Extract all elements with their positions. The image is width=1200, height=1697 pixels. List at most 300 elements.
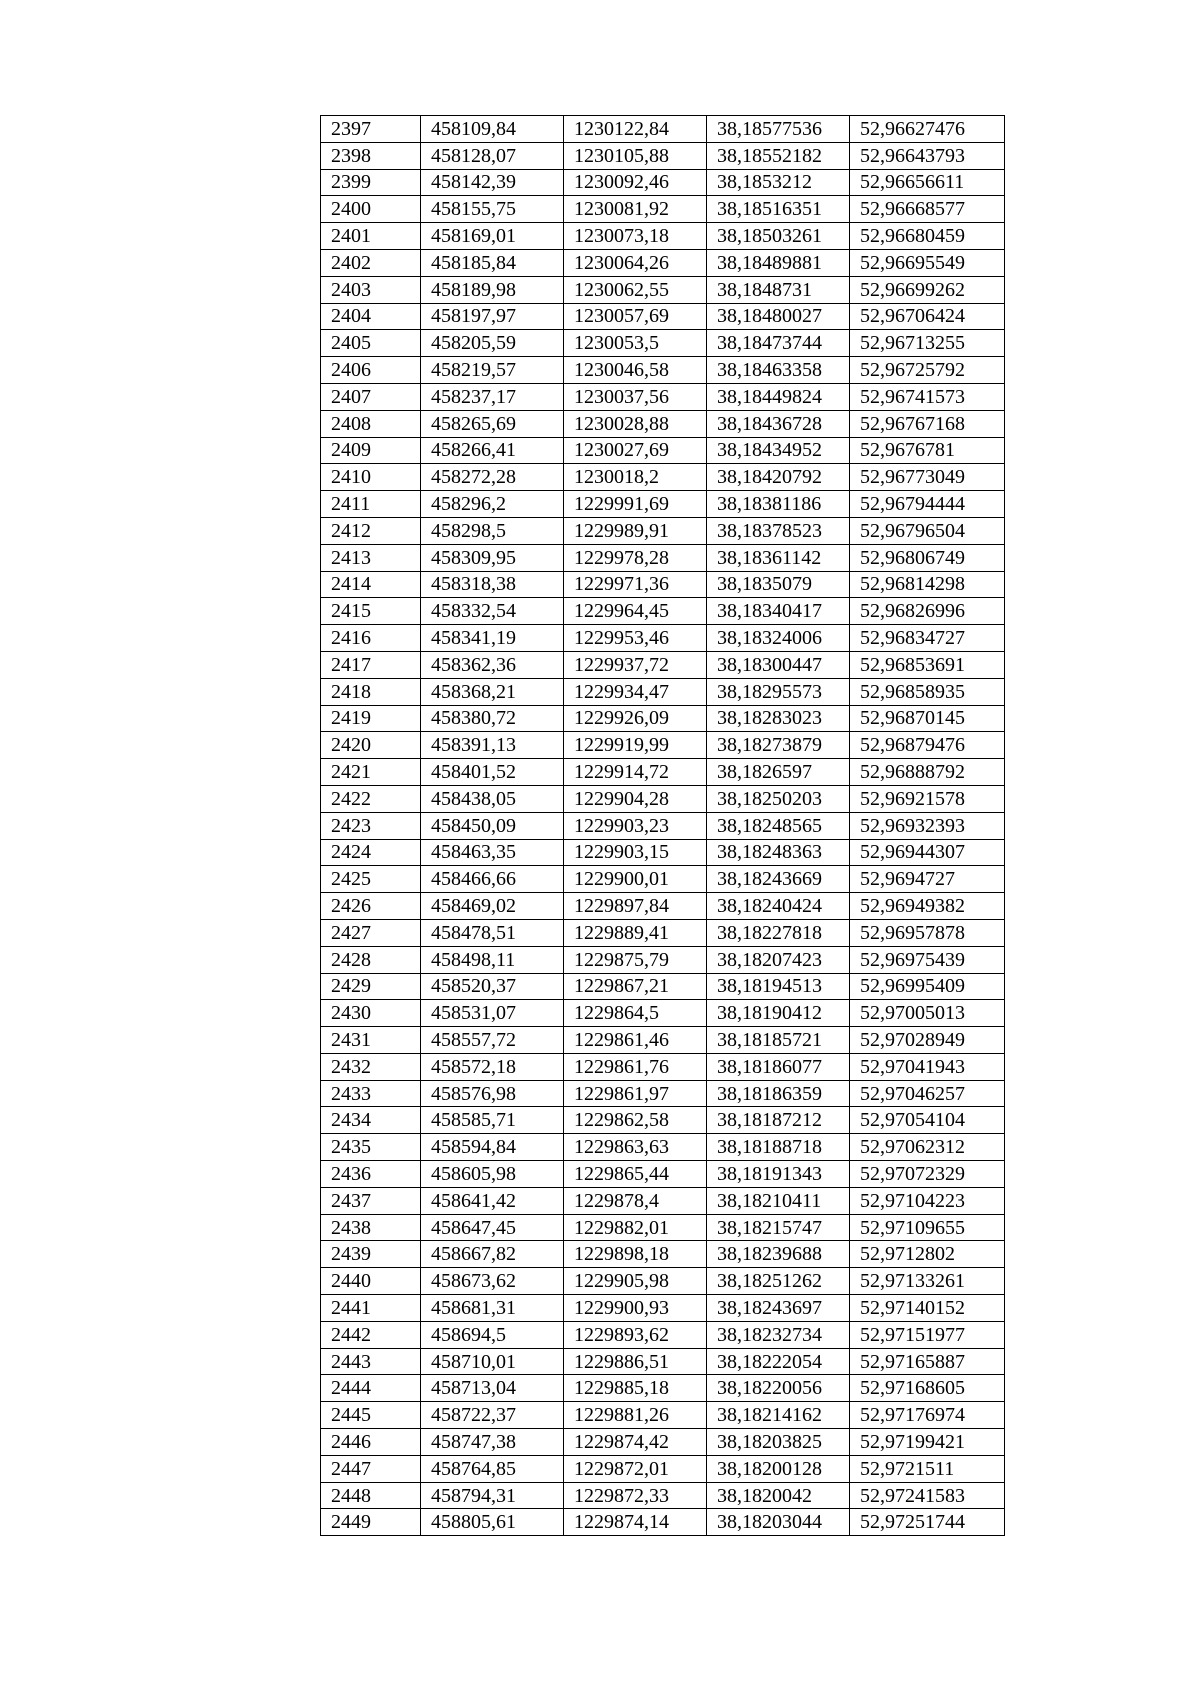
table-row [321, 437, 1005, 464]
point-number-cell: 2409 [321, 437, 421, 464]
latitude-cell: 38,18295573 [707, 678, 850, 705]
point-number-cell: 2410 [321, 464, 421, 491]
table-row [321, 812, 1005, 839]
coordinates-table-body [321, 116, 1005, 1536]
table-row [321, 1321, 1005, 1348]
table-row [321, 839, 1005, 866]
latitude-cell: 38,18239688 [707, 1241, 850, 1268]
longitude-cell: 52,96656611 [850, 169, 1005, 196]
latitude-cell: 38,18251262 [707, 1268, 850, 1295]
x-coordinate-cell: 458478,51 [421, 919, 564, 946]
longitude-cell: 52,9721511 [850, 1455, 1005, 1482]
longitude-cell: 52,96814298 [850, 571, 1005, 598]
longitude-cell: 52,96949382 [850, 893, 1005, 920]
point-number-cell: 2402 [321, 249, 421, 276]
latitude-cell: 38,18227818 [707, 919, 850, 946]
point-number-cell: 2444 [321, 1375, 421, 1402]
x-coordinate-cell: 458710,01 [421, 1348, 564, 1375]
table-row [321, 598, 1005, 625]
y-coordinate-cell: 1229867,21 [564, 973, 707, 1000]
y-coordinate-cell: 1229885,18 [564, 1375, 707, 1402]
x-coordinate-cell: 458401,52 [421, 759, 564, 786]
table-row [321, 330, 1005, 357]
longitude-cell: 52,96858935 [850, 678, 1005, 705]
x-coordinate-cell: 458368,21 [421, 678, 564, 705]
longitude-cell: 52,96921578 [850, 785, 1005, 812]
latitude-cell: 38,18340417 [707, 598, 850, 625]
y-coordinate-cell: 1229953,46 [564, 625, 707, 652]
latitude-cell: 38,18243669 [707, 866, 850, 893]
y-coordinate-cell: 1229900,93 [564, 1295, 707, 1322]
point-number-cell: 2424 [321, 839, 421, 866]
x-coordinate-cell: 458265,69 [421, 410, 564, 437]
point-number-cell: 2415 [321, 598, 421, 625]
latitude-cell: 38,18214162 [707, 1402, 850, 1429]
longitude-cell: 52,96706424 [850, 303, 1005, 330]
point-number-cell: 2431 [321, 1027, 421, 1054]
latitude-cell: 38,18378523 [707, 517, 850, 544]
latitude-cell: 38,1826597 [707, 759, 850, 786]
point-number-cell: 2448 [321, 1482, 421, 1509]
table-row [321, 276, 1005, 303]
longitude-cell: 52,97072329 [850, 1161, 1005, 1188]
table-row [321, 625, 1005, 652]
latitude-cell: 38,18220056 [707, 1375, 850, 1402]
x-coordinate-cell: 458805,61 [421, 1509, 564, 1536]
point-number-cell: 2417 [321, 651, 421, 678]
latitude-cell: 38,18300447 [707, 651, 850, 678]
coordinates-table [320, 115, 1005, 1536]
point-number-cell: 2439 [321, 1241, 421, 1268]
table-row [321, 517, 1005, 544]
point-number-cell: 2416 [321, 625, 421, 652]
table-row [321, 1134, 1005, 1161]
latitude-cell: 38,18215747 [707, 1214, 850, 1241]
latitude-cell: 38,18436728 [707, 410, 850, 437]
table-row [321, 142, 1005, 169]
y-coordinate-cell: 1229874,14 [564, 1509, 707, 1536]
table-row [321, 357, 1005, 384]
y-coordinate-cell: 1229964,45 [564, 598, 707, 625]
table-row [321, 705, 1005, 732]
point-number-cell: 2443 [321, 1348, 421, 1375]
longitude-cell: 52,96668577 [850, 196, 1005, 223]
latitude-cell: 38,18203044 [707, 1509, 850, 1536]
table-row [321, 1107, 1005, 1134]
y-coordinate-cell: 1230062,55 [564, 276, 707, 303]
table-row [321, 1187, 1005, 1214]
longitude-cell: 52,96995409 [850, 973, 1005, 1000]
latitude-cell: 38,18361142 [707, 544, 850, 571]
y-coordinate-cell: 1229903,15 [564, 839, 707, 866]
latitude-cell: 38,18185721 [707, 1027, 850, 1054]
latitude-cell: 38,18232734 [707, 1321, 850, 1348]
y-coordinate-cell: 1229978,28 [564, 544, 707, 571]
longitude-cell: 52,97104223 [850, 1187, 1005, 1214]
x-coordinate-cell: 458673,62 [421, 1268, 564, 1295]
table-row [321, 732, 1005, 759]
y-coordinate-cell: 1229934,47 [564, 678, 707, 705]
y-coordinate-cell: 1229872,01 [564, 1455, 707, 1482]
latitude-cell: 38,1848731 [707, 276, 850, 303]
longitude-cell: 52,9676781 [850, 437, 1005, 464]
longitude-cell: 52,97241583 [850, 1482, 1005, 1509]
y-coordinate-cell: 1229989,91 [564, 517, 707, 544]
point-number-cell: 2437 [321, 1187, 421, 1214]
point-number-cell: 2411 [321, 491, 421, 518]
latitude-cell: 38,18186077 [707, 1053, 850, 1080]
y-coordinate-cell: 1229926,09 [564, 705, 707, 732]
longitude-cell: 52,96643793 [850, 142, 1005, 169]
table-row [321, 196, 1005, 223]
table-row [321, 491, 1005, 518]
table-row [321, 1348, 1005, 1375]
x-coordinate-cell: 458155,75 [421, 196, 564, 223]
point-number-cell: 2429 [321, 973, 421, 1000]
point-number-cell: 2421 [321, 759, 421, 786]
x-coordinate-cell: 458498,11 [421, 946, 564, 973]
latitude-cell: 38,1820042 [707, 1482, 850, 1509]
x-coordinate-cell: 458466,66 [421, 866, 564, 893]
longitude-cell: 52,96741573 [850, 383, 1005, 410]
y-coordinate-cell: 1229865,44 [564, 1161, 707, 1188]
table-row [321, 410, 1005, 437]
y-coordinate-cell: 1229919,99 [564, 732, 707, 759]
point-number-cell: 2401 [321, 223, 421, 250]
point-number-cell: 2442 [321, 1321, 421, 1348]
latitude-cell: 38,18273879 [707, 732, 850, 759]
point-number-cell: 2420 [321, 732, 421, 759]
x-coordinate-cell: 458341,19 [421, 625, 564, 652]
longitude-cell: 52,97062312 [850, 1134, 1005, 1161]
x-coordinate-cell: 458694,5 [421, 1321, 564, 1348]
latitude-cell: 38,18248363 [707, 839, 850, 866]
x-coordinate-cell: 458266,41 [421, 437, 564, 464]
x-coordinate-cell: 458641,42 [421, 1187, 564, 1214]
y-coordinate-cell: 1229905,98 [564, 1268, 707, 1295]
latitude-cell: 38,18577536 [707, 116, 850, 143]
longitude-cell: 52,97199421 [850, 1429, 1005, 1456]
longitude-cell: 52,96794444 [850, 491, 1005, 518]
y-coordinate-cell: 1229897,84 [564, 893, 707, 920]
latitude-cell: 38,18480027 [707, 303, 850, 330]
y-coordinate-cell: 1229863,63 [564, 1134, 707, 1161]
x-coordinate-cell: 458185,84 [421, 249, 564, 276]
latitude-cell: 38,18190412 [707, 1000, 850, 1027]
point-number-cell: 2433 [321, 1080, 421, 1107]
point-number-cell: 2398 [321, 142, 421, 169]
table-row [321, 464, 1005, 491]
y-coordinate-cell: 1229874,42 [564, 1429, 707, 1456]
point-number-cell: 2428 [321, 946, 421, 973]
longitude-cell: 52,96888792 [850, 759, 1005, 786]
point-number-cell: 2445 [321, 1402, 421, 1429]
y-coordinate-cell: 1229886,51 [564, 1348, 707, 1375]
longitude-cell: 52,96699262 [850, 276, 1005, 303]
point-number-cell: 2400 [321, 196, 421, 223]
table-row [321, 116, 1005, 143]
latitude-cell: 38,1835079 [707, 571, 850, 598]
x-coordinate-cell: 458298,5 [421, 517, 564, 544]
table-row [321, 1214, 1005, 1241]
y-coordinate-cell: 1230122,84 [564, 116, 707, 143]
table-row [321, 169, 1005, 196]
table-row [321, 759, 1005, 786]
point-number-cell: 2430 [321, 1000, 421, 1027]
latitude-cell: 38,18188718 [707, 1134, 850, 1161]
y-coordinate-cell: 1229862,58 [564, 1107, 707, 1134]
x-coordinate-cell: 458309,95 [421, 544, 564, 571]
point-number-cell: 2446 [321, 1429, 421, 1456]
x-coordinate-cell: 458713,04 [421, 1375, 564, 1402]
point-number-cell: 2447 [321, 1455, 421, 1482]
latitude-cell: 38,18243697 [707, 1295, 850, 1322]
y-coordinate-cell: 1230037,56 [564, 383, 707, 410]
x-coordinate-cell: 458142,39 [421, 169, 564, 196]
x-coordinate-cell: 458219,57 [421, 357, 564, 384]
point-number-cell: 2412 [321, 517, 421, 544]
table-row [321, 1509, 1005, 1536]
latitude-cell: 38,18503261 [707, 223, 850, 250]
point-number-cell: 2441 [321, 1295, 421, 1322]
x-coordinate-cell: 458585,71 [421, 1107, 564, 1134]
y-coordinate-cell: 1230064,26 [564, 249, 707, 276]
y-coordinate-cell: 1229878,4 [564, 1187, 707, 1214]
longitude-cell: 52,96796504 [850, 517, 1005, 544]
y-coordinate-cell: 1229971,36 [564, 571, 707, 598]
longitude-cell: 52,97046257 [850, 1080, 1005, 1107]
table-row [321, 651, 1005, 678]
table-row [321, 919, 1005, 946]
longitude-cell: 52,97251744 [850, 1509, 1005, 1536]
latitude-cell: 38,18200128 [707, 1455, 850, 1482]
table-row [321, 1080, 1005, 1107]
x-coordinate-cell: 458272,28 [421, 464, 564, 491]
table-row [321, 1053, 1005, 1080]
y-coordinate-cell: 1229893,62 [564, 1321, 707, 1348]
x-coordinate-cell: 458469,02 [421, 893, 564, 920]
x-coordinate-cell: 458332,54 [421, 598, 564, 625]
latitude-cell: 38,18210411 [707, 1187, 850, 1214]
longitude-cell: 52,96975439 [850, 946, 1005, 973]
longitude-cell: 52,97151977 [850, 1321, 1005, 1348]
y-coordinate-cell: 1229861,76 [564, 1053, 707, 1080]
table-row [321, 303, 1005, 330]
x-coordinate-cell: 458109,84 [421, 116, 564, 143]
x-coordinate-cell: 458576,98 [421, 1080, 564, 1107]
x-coordinate-cell: 458681,31 [421, 1295, 564, 1322]
x-coordinate-cell: 458197,97 [421, 303, 564, 330]
longitude-cell: 52,96627476 [850, 116, 1005, 143]
point-number-cell: 2406 [321, 357, 421, 384]
latitude-cell: 38,18516351 [707, 196, 850, 223]
table-row [321, 223, 1005, 250]
x-coordinate-cell: 458594,84 [421, 1134, 564, 1161]
x-coordinate-cell: 458391,13 [421, 732, 564, 759]
y-coordinate-cell: 1229904,28 [564, 785, 707, 812]
longitude-cell: 52,9694727 [850, 866, 1005, 893]
table-row [321, 1455, 1005, 1482]
latitude-cell: 38,18203825 [707, 1429, 850, 1456]
table-row [321, 1268, 1005, 1295]
point-number-cell: 2426 [321, 893, 421, 920]
x-coordinate-cell: 458647,45 [421, 1214, 564, 1241]
latitude-cell: 38,18240424 [707, 893, 850, 920]
x-coordinate-cell: 458450,09 [421, 812, 564, 839]
table-row [321, 678, 1005, 705]
x-coordinate-cell: 458296,2 [421, 491, 564, 518]
point-number-cell: 2413 [321, 544, 421, 571]
point-number-cell: 2436 [321, 1161, 421, 1188]
longitude-cell: 52,96870145 [850, 705, 1005, 732]
point-number-cell: 2422 [321, 785, 421, 812]
x-coordinate-cell: 458189,98 [421, 276, 564, 303]
x-coordinate-cell: 458667,82 [421, 1241, 564, 1268]
y-coordinate-cell: 1229881,26 [564, 1402, 707, 1429]
latitude-cell: 38,18186359 [707, 1080, 850, 1107]
point-number-cell: 2414 [321, 571, 421, 598]
table-row [321, 946, 1005, 973]
point-number-cell: 2427 [321, 919, 421, 946]
y-coordinate-cell: 1230105,88 [564, 142, 707, 169]
longitude-cell: 52,97133261 [850, 1268, 1005, 1295]
point-number-cell: 2425 [321, 866, 421, 893]
table-row [321, 1402, 1005, 1429]
table-row [321, 571, 1005, 598]
y-coordinate-cell: 1230053,5 [564, 330, 707, 357]
point-number-cell: 2435 [321, 1134, 421, 1161]
longitude-cell: 52,96944307 [850, 839, 1005, 866]
point-number-cell: 2440 [321, 1268, 421, 1295]
point-number-cell: 2434 [321, 1107, 421, 1134]
point-number-cell: 2404 [321, 303, 421, 330]
x-coordinate-cell: 458380,72 [421, 705, 564, 732]
x-coordinate-cell: 458438,05 [421, 785, 564, 812]
longitude-cell: 52,96680459 [850, 223, 1005, 250]
y-coordinate-cell: 1230092,46 [564, 169, 707, 196]
latitude-cell: 38,18222054 [707, 1348, 850, 1375]
x-coordinate-cell: 458520,37 [421, 973, 564, 1000]
x-coordinate-cell: 458605,98 [421, 1161, 564, 1188]
y-coordinate-cell: 1230046,58 [564, 357, 707, 384]
y-coordinate-cell: 1229903,23 [564, 812, 707, 839]
y-coordinate-cell: 1229914,72 [564, 759, 707, 786]
longitude-cell: 52,96957878 [850, 919, 1005, 946]
latitude-cell: 38,18449824 [707, 383, 850, 410]
table-row [321, 1482, 1005, 1509]
latitude-cell: 38,18187212 [707, 1107, 850, 1134]
point-number-cell: 2438 [321, 1214, 421, 1241]
x-coordinate-cell: 458764,85 [421, 1455, 564, 1482]
y-coordinate-cell: 1230018,2 [564, 464, 707, 491]
point-number-cell: 2423 [321, 812, 421, 839]
x-coordinate-cell: 458128,07 [421, 142, 564, 169]
longitude-cell: 52,96932393 [850, 812, 1005, 839]
longitude-cell: 52,97176974 [850, 1402, 1005, 1429]
y-coordinate-cell: 1229861,46 [564, 1027, 707, 1054]
y-coordinate-cell: 1230081,92 [564, 196, 707, 223]
longitude-cell: 52,9712802 [850, 1241, 1005, 1268]
table-row [321, 1161, 1005, 1188]
longitude-cell: 52,97109655 [850, 1214, 1005, 1241]
x-coordinate-cell: 458722,37 [421, 1402, 564, 1429]
x-coordinate-cell: 458205,59 [421, 330, 564, 357]
latitude-cell: 38,18434952 [707, 437, 850, 464]
x-coordinate-cell: 458557,72 [421, 1027, 564, 1054]
table-row [321, 544, 1005, 571]
y-coordinate-cell: 1229898,18 [564, 1241, 707, 1268]
y-coordinate-cell: 1230073,18 [564, 223, 707, 250]
table-row [321, 1027, 1005, 1054]
x-coordinate-cell: 458318,38 [421, 571, 564, 598]
longitude-cell: 52,96773049 [850, 464, 1005, 491]
y-coordinate-cell: 1229991,69 [564, 491, 707, 518]
y-coordinate-cell: 1229875,79 [564, 946, 707, 973]
point-number-cell: 2408 [321, 410, 421, 437]
table-row [321, 893, 1005, 920]
x-coordinate-cell: 458169,01 [421, 223, 564, 250]
y-coordinate-cell: 1229864,5 [564, 1000, 707, 1027]
x-coordinate-cell: 458237,17 [421, 383, 564, 410]
x-coordinate-cell: 458531,07 [421, 1000, 564, 1027]
longitude-cell: 52,97165887 [850, 1348, 1005, 1375]
longitude-cell: 52,97168605 [850, 1375, 1005, 1402]
latitude-cell: 38,1853212 [707, 169, 850, 196]
longitude-cell: 52,97140152 [850, 1295, 1005, 1322]
point-number-cell: 2418 [321, 678, 421, 705]
latitude-cell: 38,18324006 [707, 625, 850, 652]
longitude-cell: 52,96713255 [850, 330, 1005, 357]
point-number-cell: 2407 [321, 383, 421, 410]
point-number-cell: 2432 [321, 1053, 421, 1080]
table-row [321, 383, 1005, 410]
y-coordinate-cell: 1229937,72 [564, 651, 707, 678]
longitude-cell: 52,96767168 [850, 410, 1005, 437]
latitude-cell: 38,18248565 [707, 812, 850, 839]
latitude-cell: 38,18473744 [707, 330, 850, 357]
y-coordinate-cell: 1229900,01 [564, 866, 707, 893]
point-number-cell: 2405 [321, 330, 421, 357]
longitude-cell: 52,97028949 [850, 1027, 1005, 1054]
x-coordinate-cell: 458572,18 [421, 1053, 564, 1080]
y-coordinate-cell: 1230027,69 [564, 437, 707, 464]
longitude-cell: 52,97041943 [850, 1053, 1005, 1080]
table-row [321, 1429, 1005, 1456]
point-number-cell: 2419 [321, 705, 421, 732]
point-number-cell: 2403 [321, 276, 421, 303]
longitude-cell: 52,97005013 [850, 1000, 1005, 1027]
y-coordinate-cell: 1229861,97 [564, 1080, 707, 1107]
table-row [321, 866, 1005, 893]
table-row [321, 1375, 1005, 1402]
latitude-cell: 38,18207423 [707, 946, 850, 973]
longitude-cell: 52,97054104 [850, 1107, 1005, 1134]
point-number-cell: 2399 [321, 169, 421, 196]
x-coordinate-cell: 458747,38 [421, 1429, 564, 1456]
table-row [321, 1000, 1005, 1027]
longitude-cell: 52,96806749 [850, 544, 1005, 571]
y-coordinate-cell: 1229882,01 [564, 1214, 707, 1241]
longitude-cell: 52,96695549 [850, 249, 1005, 276]
latitude-cell: 38,18194513 [707, 973, 850, 1000]
longitude-cell: 52,96879476 [850, 732, 1005, 759]
longitude-cell: 52,96834727 [850, 625, 1005, 652]
table-row [321, 1295, 1005, 1322]
x-coordinate-cell: 458794,31 [421, 1482, 564, 1509]
y-coordinate-cell: 1230028,88 [564, 410, 707, 437]
table-row [321, 785, 1005, 812]
latitude-cell: 38,18463358 [707, 357, 850, 384]
